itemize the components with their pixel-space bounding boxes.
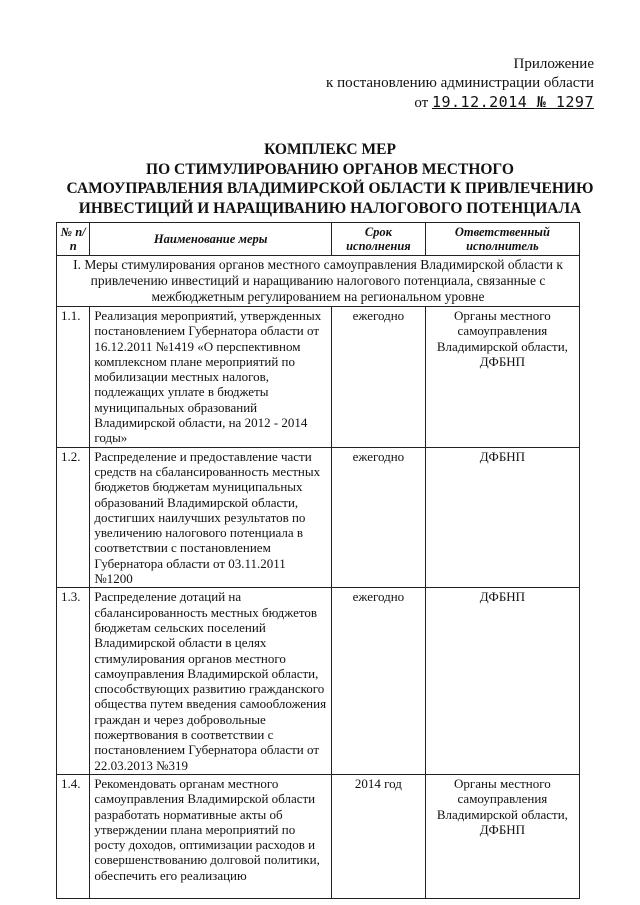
section-row <box>57 256 580 307</box>
title-line-2: ПО СТИМУЛИРОВАНИЮ ОРГАНОВ МЕСТНОГО <box>146 160 514 178</box>
section-title: I. Меры стимулирования органов местного самоуправления Владимирской области к привлечению инвестиций и наращиванию налогового потенциала, связанные с межбюджетным регулированием на региональном уровне <box>57 256 580 307</box>
header-term: Срок исполнения <box>332 223 426 256</box>
measure-executor: Органы местного самоуправления Владимирской области, ДФБНП <box>425 307 579 448</box>
title-line-1: КОМПЛЕКС МЕР <box>264 141 396 158</box>
row-number: 1.2. <box>57 447 90 588</box>
table-row <box>57 307 580 448</box>
appendix-date-line <box>326 93 594 113</box>
measure-term: ежегодно <box>332 307 426 448</box>
title-line-4: ИНВЕСТИЦИЙ И НАРАЩИВАНИЮ НАЛОГОВОГО ПОТЕНЦИАЛА <box>78 199 582 217</box>
handwritten-date-number: 19.12.2014 № 1297 <box>431 93 594 111</box>
measure-name: Распределение дотаций на сбалансированность местных бюджетов бюджетам сельских поселений Владимирской области в целях стимулирования органов местного самоуправления Владимирской области, способствующих развитию гражданского общества путем введения самообложения граждан и через добровольные пожертвования в соответствии с постановлением Губернатора области от 22.03.2013 №319 <box>90 588 332 775</box>
appendix-reference: к постановлению администрации области <box>326 75 594 91</box>
header-name: Наименование меры <box>90 223 332 256</box>
appendix-header <box>326 55 594 113</box>
measure-term: ежегодно <box>332 588 426 775</box>
measure-name: Реализация мероприятий, утвержденных постановлением Губернатора области от 16.12.2011 №1419 «О перспективном комплексном плане мероприятий по мобилизации местных налогов, подлежащих уплате в бюджеты муниципальных образований Владимирской области, на 2012 - 2014 годы» <box>90 307 332 448</box>
header-executor: Ответственный исполнитель <box>425 223 579 256</box>
measure-executor: ДФБНП <box>425 447 579 588</box>
appendix-label: Приложение <box>513 56 594 72</box>
header-num: № п/п <box>57 223 90 256</box>
table-row <box>57 774 580 898</box>
measure-term: 2014 год <box>332 774 426 898</box>
document-title <box>60 140 600 218</box>
measure-term: ежегодно <box>332 447 426 588</box>
measure-name: Распределение и предоставление части средств на сбалансированность местных бюджетов бюджетам муниципальных образований Владимирской области, достигших наилучших результатов по увеличению налогового потенциала в соответствии с постановлением Губернатора области от 03.11.2011 №1200 <box>90 447 332 588</box>
measure-name: Рекомендовать органам местного самоуправления Владимирской области разработать нормативные акты об утверждении плана мероприятий по росту доходов, оптимизации расходов и совершенствованию долговой политики, обеспечить его реализацию <box>90 774 332 898</box>
measure-executor: ДФБНП <box>425 588 579 775</box>
row-number: 1.3. <box>57 588 90 775</box>
date-prefix: от <box>414 95 429 111</box>
measures-table <box>56 222 580 899</box>
row-number: 1.1. <box>57 307 90 448</box>
table-header-row <box>57 223 580 256</box>
row-number: 1.4. <box>57 774 90 898</box>
table-row <box>57 588 580 775</box>
table-row <box>57 447 580 588</box>
measure-executor: Органы местного самоуправления Владимирской области, ДФБНП <box>425 774 579 898</box>
title-line-3: САМОУПРАВЛЕНИЯ ВЛАДИМИРСКОЙ ОБЛАСТИ К ПРИВЛЕЧЕНИЮ <box>66 180 594 197</box>
